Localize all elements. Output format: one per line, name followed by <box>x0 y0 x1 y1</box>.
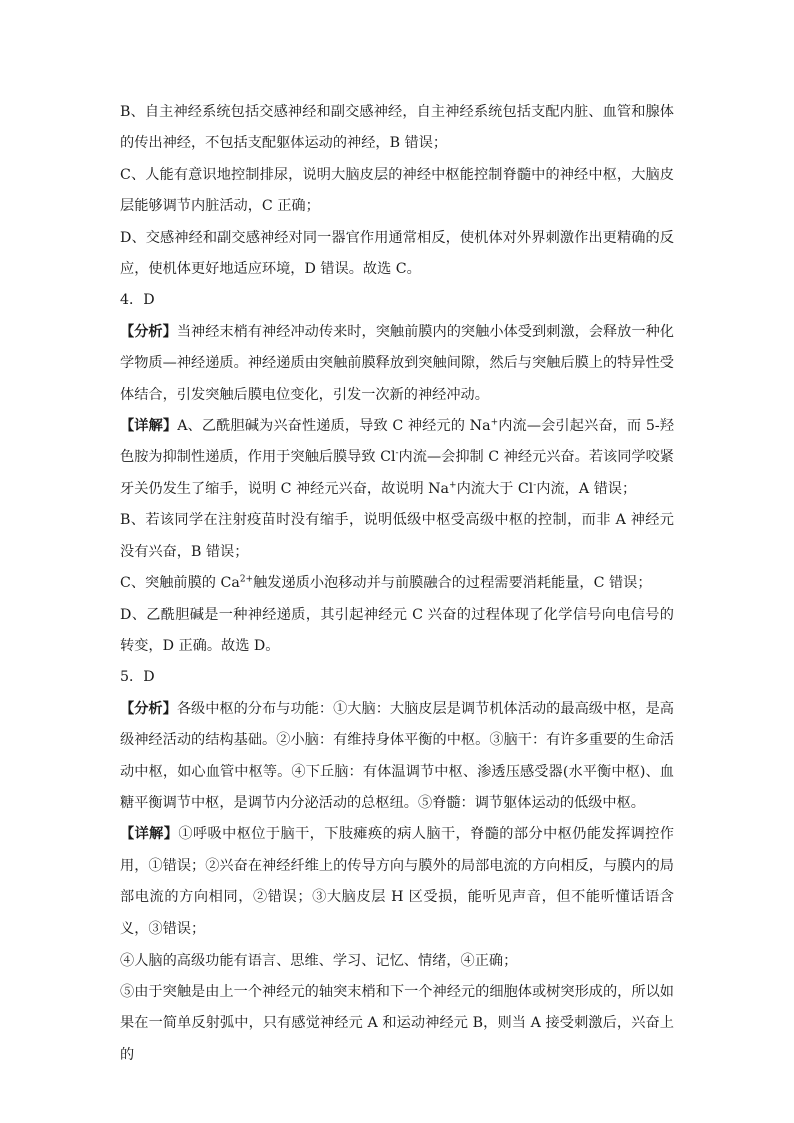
question-4-detail-a: 【详解】A、乙酰胆碱为兴奋性递质，导致 C 神经元的 Na+内流—会引起兴奋，而 5-羟色胺为抑制性递质，作用于突触后膜导致 Cl-内流—会抑制 C 神经元兴奋。若该同学咬紧牙关仍发生了缩手，说明 C 神经元兴奋，故说明 Na+内流大于 Cl-内流，A 错误； <box>120 417 674 497</box>
question-4-detail-c: C、突触前膜的 $Ca^{2+}$触发递质小泡移动并与前膜融合的过程需要消耗能量，C 错误； <box>120 574 652 592</box>
answer-3-option-d: D、交感神经和副交感神经对同一器官作用通常相反，使机体对外界刺激作出更精确的反应，使机体更好地适应环境，D 错误。故选 C。 <box>120 229 674 278</box>
analysis-tag: 【分析】 <box>120 700 177 717</box>
analysis-tag: 【分析】 <box>120 323 177 340</box>
question-5-detail: 【详解】①呼吸中枢位于脑干，下肢瘫痪的病人脑干，脊髓的部分中枢仍能发挥调控作用，①错误；②兴奋在神经纤维上的传导方向与膜外的局部电流的方向相反，与膜内的局部电流的方向相同，②错误；③大脑皮层 H 区受损，能听见声音，但不能听懂话语含义，③错误； <box>120 826 674 937</box>
question-5-analysis <box>120 694 674 820</box>
question-4-detail-d: D、乙酰胆碱是一种神经递质，其引起神经元 C 兴奋的过程体现了化学信号向电信号的转变，D 正确。故选 D。 <box>120 606 674 654</box>
question-5-answer: 5．D <box>120 669 155 686</box>
answer-3-option-c: C、人能有意识地控制排尿，说明大脑皮层的神经中枢能控制脊髓中的神经中枢，大脑皮层能够调节内脏活动，C 正确； <box>120 166 674 215</box>
detail-tag: 【详解】 <box>120 418 178 435</box>
detail-tag: 【详解】 <box>120 826 179 843</box>
question-5-detail-4: ④人脑的高级功能有语言、思维、学习、记忆、情绪，④正确； <box>120 952 518 969</box>
question-4-answer: 4．D <box>120 292 155 309</box>
analysis-text: 各级中枢的分布与功能：①大脑：大脑皮层是调节机体活动的最高级中枢，是高级神经活动的结构基础。②小脑：有维持身体平衡的中枢。③脑干：有许多重要的生命活动中枢，如心血管中枢等。④下丘脑：有体温调节中枢、渗透压感受器(水平衡中枢)、血糖平衡调节中枢，是调节内分泌活动的总枢纽。⑤脊髓：调节躯体运动的低级中枢。 <box>120 700 674 811</box>
question-5-detail-5: ⑤由于突触是由上一个神经元的轴突末梢和下一个神经元的细胞体或树突形成的，所以如果在一简单反射弧中，只有感觉神经元 A 和运动神经元 B，则当 A 接受刺激后，兴奋上的 <box>120 983 674 1063</box>
question-4-analysis <box>120 317 674 411</box>
analysis-text: 当神经末梢有神经冲动传来时，突触前膜内的突触小体受到刺激，会释放一种化学物质—神经递质。神经递质由突触前膜释放到突触间隙，然后与突触后膜上的特异性受体结合，引发突触后膜电位变化，引发一次新的神经冲动。 <box>120 323 674 403</box>
question-4-detail-b: B、若该同学在注射疫苗时没有缩手，说明低级中枢受高级中枢的控制，而非 A 神经元没有兴奋，B 错误； <box>120 512 674 560</box>
answer-3-option-b: B、自主神经系统包括交感神经和副交感神经，自主神经系统包括支配内脏、血管和腺体的传出神经，不包括支配躯体运动的神经，B 错误； <box>120 104 674 152</box>
